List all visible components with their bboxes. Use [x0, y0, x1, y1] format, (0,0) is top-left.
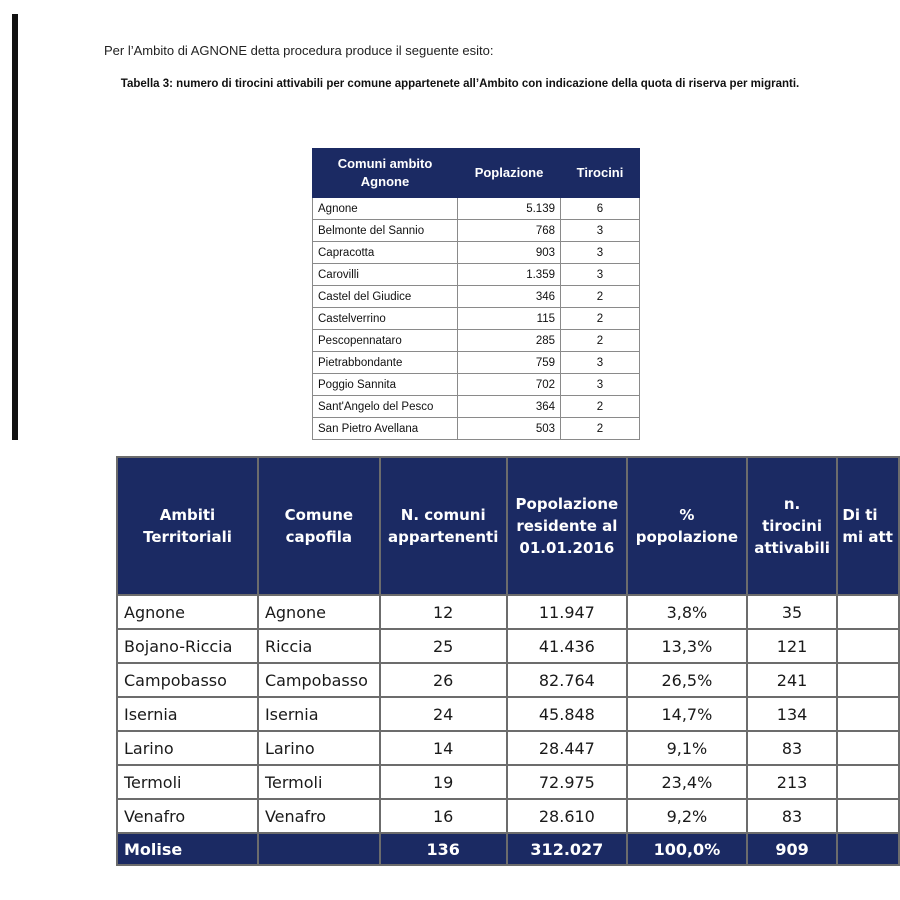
cell-comune: San Pietro Avellana — [313, 418, 458, 440]
cell-comune: Agnone — [313, 198, 458, 220]
cell-tirocini: 2 — [561, 330, 640, 352]
table-row — [313, 198, 640, 220]
cell-ambito: Larino — [117, 731, 258, 765]
table-row — [117, 697, 899, 731]
header-cut-off: Di ti mi att — [837, 457, 899, 595]
cell-comune: Castelverrino — [313, 308, 458, 330]
cell-popolazione: 312.027 — [507, 833, 627, 865]
cell-tirocini: 3 — [561, 242, 640, 264]
cell-tirocini: 241 — [747, 663, 838, 697]
cell-tirocini: 2 — [561, 418, 640, 440]
cell-cut-off — [837, 629, 899, 663]
cell-n-comuni: 26 — [380, 663, 507, 697]
cell-comune: Capracotta — [313, 242, 458, 264]
cell-comune: Poggio Sannita — [313, 374, 458, 396]
header-popolazione-residente: Popolazione residente al 01.01.2016 — [507, 457, 627, 595]
table-row — [117, 765, 899, 799]
cell-popolazione: 364 — [458, 396, 561, 418]
cell-ambito: Bojano-Riccia — [117, 629, 258, 663]
cell-popolazione: 11.947 — [507, 595, 627, 629]
cell-tirocini: 83 — [747, 731, 838, 765]
cell-capofila: Agnone — [258, 595, 380, 629]
header-ambiti: Ambiti Territoriali — [117, 457, 258, 595]
cell-tirocini: 2 — [561, 308, 640, 330]
header-n-tirocini: n. tirocini attivabili — [747, 457, 838, 595]
table-row — [117, 731, 899, 765]
table-row — [313, 396, 640, 418]
header-comune-capofila: Comune capofila — [258, 457, 380, 595]
table-row — [313, 242, 640, 264]
cell-cut-off — [837, 663, 899, 697]
cell-comune: Sant'Angelo del Pesco — [313, 396, 458, 418]
cell-tirocini: 213 — [747, 765, 838, 799]
cell-popolazione: 702 — [458, 374, 561, 396]
cell-cut-off — [837, 799, 899, 833]
total-row — [117, 833, 899, 865]
cell-ambito: Termoli — [117, 765, 258, 799]
cell-comune: Carovilli — [313, 264, 458, 286]
cell-tirocini: 35 — [747, 595, 838, 629]
cell-popolazione: 903 — [458, 242, 561, 264]
cell-cut-off — [837, 595, 899, 629]
cell-ambito: Venafro — [117, 799, 258, 833]
header-comuni: Comuni ambito Agnone — [313, 149, 458, 198]
header-percent-popolazione: % popolazione — [627, 457, 747, 595]
cell-popolazione: 1.359 — [458, 264, 561, 286]
table-header-row — [313, 149, 640, 198]
header-tirocini: Tirocini — [561, 149, 640, 198]
cell-percent: 9,1% — [627, 731, 747, 765]
table-row — [313, 264, 640, 286]
agnone-comuni-table — [312, 148, 640, 440]
cell-comune: Belmonte del Sannio — [313, 220, 458, 242]
cell-popolazione: 45.848 — [507, 697, 627, 731]
table-row — [313, 220, 640, 242]
cell-cut-off — [837, 697, 899, 731]
cell-percent: 9,2% — [627, 799, 747, 833]
cell-popolazione: 28.447 — [507, 731, 627, 765]
cell-percent: 3,8% — [627, 595, 747, 629]
cell-percent: 100,0% — [627, 833, 747, 865]
table-row — [117, 595, 899, 629]
cell-n-comuni: 136 — [380, 833, 507, 865]
cell-percent: 13,3% — [627, 629, 747, 663]
table-row — [117, 799, 899, 833]
cell-n-comuni: 19 — [380, 765, 507, 799]
cell-popolazione: 285 — [458, 330, 561, 352]
cell-percent: 23,4% — [627, 765, 747, 799]
cell-n-comuni: 25 — [380, 629, 507, 663]
cell-popolazione: 82.764 — [507, 663, 627, 697]
left-margin-bar — [12, 14, 18, 440]
cell-tirocini: 2 — [561, 286, 640, 308]
cell-ambito: Molise — [117, 833, 258, 865]
cell-capofila: Campobasso — [258, 663, 380, 697]
cell-capofila: Riccia — [258, 629, 380, 663]
cell-ambito: Campobasso — [117, 663, 258, 697]
cell-tirocini: 3 — [561, 352, 640, 374]
cell-capofila: Venafro — [258, 799, 380, 833]
cell-n-comuni: 24 — [380, 697, 507, 731]
cell-tirocini: 6 — [561, 198, 640, 220]
cell-percent: 14,7% — [627, 697, 747, 731]
table-row — [313, 418, 640, 440]
cell-popolazione: 41.436 — [507, 629, 627, 663]
header-popolazione: Poplazione — [458, 149, 561, 198]
cell-popolazione: 346 — [458, 286, 561, 308]
table-row — [117, 629, 899, 663]
cell-capofila — [258, 833, 380, 865]
cell-cut-off — [837, 765, 899, 799]
cell-tirocini: 121 — [747, 629, 838, 663]
table-header-row — [117, 457, 899, 595]
table-row — [313, 352, 640, 374]
table-row — [117, 663, 899, 697]
cell-popolazione: 5.139 — [458, 198, 561, 220]
ambiti-territoriali-table — [116, 456, 900, 866]
cell-comune: Castel del Giudice — [313, 286, 458, 308]
cell-tirocini: 3 — [561, 374, 640, 396]
intro-text: Per l’Ambito di AGNONE detta procedura produce il seguente esito: — [104, 43, 494, 58]
cell-capofila: Larino — [258, 731, 380, 765]
cell-popolazione: 759 — [458, 352, 561, 374]
cell-tirocini: 3 — [561, 264, 640, 286]
cell-ambito: Agnone — [117, 595, 258, 629]
cell-ambito: Isernia — [117, 697, 258, 731]
cell-n-comuni: 12 — [380, 595, 507, 629]
cell-percent: 26,5% — [627, 663, 747, 697]
agnone-table-clip — [300, 140, 660, 442]
cell-tirocini: 2 — [561, 396, 640, 418]
cell-comune: Pietrabbondante — [313, 352, 458, 374]
table-row — [313, 308, 640, 330]
table-row — [313, 374, 640, 396]
cell-popolazione: 503 — [458, 418, 561, 440]
ambiti-table-wrap — [116, 456, 900, 876]
cell-tirocini: 909 — [747, 833, 838, 865]
cell-tirocini: 3 — [561, 220, 640, 242]
cell-n-comuni: 14 — [380, 731, 507, 765]
cell-popolazione: 115 — [458, 308, 561, 330]
cell-cut-off — [837, 833, 899, 865]
cell-n-comuni: 16 — [380, 799, 507, 833]
cell-capofila: Termoli — [258, 765, 380, 799]
cell-cut-off — [837, 731, 899, 765]
cell-tirocini: 134 — [747, 697, 838, 731]
table-row — [313, 330, 640, 352]
cell-popolazione: 28.610 — [507, 799, 627, 833]
cell-tirocini: 83 — [747, 799, 838, 833]
table-caption: Tabella 3: numero di tirocini attivabili per comune appartenete all’Ambito con indicazione della quota di riserva per migranti. — [120, 78, 800, 90]
cell-comune: Pescopennataro — [313, 330, 458, 352]
cell-popolazione: 768 — [458, 220, 561, 242]
cell-capofila: Isernia — [258, 697, 380, 731]
header-n-comuni: N. comuni appartenenti — [380, 457, 507, 595]
cell-popolazione: 72.975 — [507, 765, 627, 799]
table-row — [313, 286, 640, 308]
